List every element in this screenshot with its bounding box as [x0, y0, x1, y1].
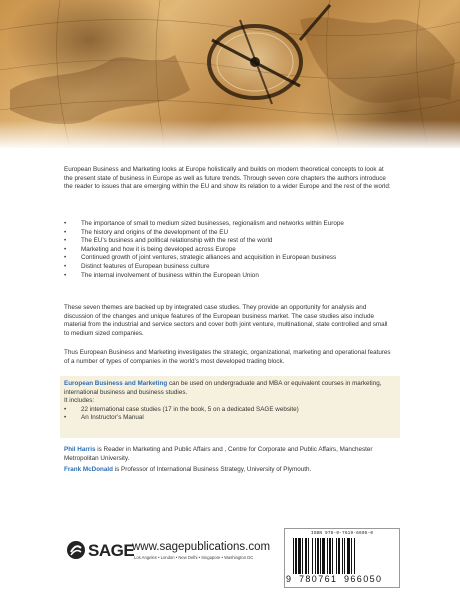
ean-right-group: 966050	[344, 574, 383, 584]
intro-paragraph: European Business and Marketing looks at Europe holistically and builds on modern theoretical concepts to look at the present state of business in Europe as well as future trends. Through seven core chapters the authors introduce the reader to issues that are emerging within the EU and show its relation to a wider Europe and the rest of the world:	[64, 166, 391, 191]
publisher-website: www.sagepublications.com	[132, 541, 271, 553]
barcode-bar	[315, 538, 316, 574]
barcode-bar	[344, 538, 345, 574]
author-name: Frank McDonald	[64, 466, 113, 474]
list-item: • The internal involvement of business within the European Union	[64, 272, 394, 281]
barcode-bar	[336, 538, 337, 574]
barcode-bar	[342, 538, 343, 574]
barcode-bar	[327, 538, 328, 574]
barcode-bar	[322, 538, 325, 574]
image-fade	[0, 120, 460, 148]
sage-emblem-icon	[66, 540, 86, 560]
list-item: • The history and origins of the development of the EU	[64, 229, 394, 238]
case-studies-paragraph: These seven themes are backed up by integrated case studies. They provide an opportunity for analysis and discussion of the changes and unique features of the European business market. The case studies also include material from the industrial and service sectors and cover both joint venture, multinational, state controlled and small to medium sized companies.	[64, 304, 388, 338]
cover-photo-map-sextant	[0, 0, 460, 148]
list-item: • The importance of small to medium sized businesses, regionalism and networks within Europe	[64, 220, 394, 229]
author-name: Phil Harris	[64, 446, 96, 453]
barcode-bar	[338, 538, 340, 574]
includes-label: It includes:	[64, 397, 95, 405]
audience-statement	[64, 380, 394, 397]
list-item: • Distinct features of European business culture	[64, 263, 394, 272]
author-bio-text: is Reader in Marketing and Public Affairs and , Centre for Corporate and Public Affairs, Manchester Metropolitan University.	[64, 446, 373, 462]
barcode-bars	[293, 538, 391, 574]
author-bio	[64, 466, 394, 475]
publisher-cities: Los Angeles • London • New Delhi • Singapore • Washington DC	[134, 555, 254, 560]
list-item: • The EU’s business and political relationship with the rest of the world	[64, 237, 394, 246]
includes-list	[64, 406, 394, 423]
audience-section	[64, 380, 394, 423]
barcode-bar	[354, 538, 355, 574]
ean-left-group: 780761	[299, 574, 338, 584]
list-item: • An Instructor’s Manual	[64, 414, 394, 423]
barcode-bar	[302, 538, 303, 574]
barcode-bar	[305, 538, 307, 574]
isbn-number: ISBN 978-0-7619-6605-0	[310, 531, 374, 536]
barcode-bar	[351, 538, 352, 574]
barcode-bar	[293, 538, 294, 574]
barcode-bar	[347, 538, 350, 574]
audience-text: can be used on undergraduate and MBA or equivalent courses in marketing, international business and business studies.	[64, 380, 382, 396]
barcode-bar	[312, 538, 313, 574]
isbn-barcode	[284, 528, 400, 588]
sage-logo	[66, 540, 135, 562]
list-item: • Marketing and how it is being developed across Europe	[64, 246, 394, 255]
book-title-highlight: European Business and Marketing	[64, 380, 168, 387]
authors-section	[64, 446, 394, 478]
barcode-bar	[332, 538, 333, 574]
barcode-bar	[295, 538, 297, 574]
list-item: • 22 international case studies (17 in the book, 5 on a dedicated SAGE website)	[64, 406, 394, 415]
author-bio-text: is Professor of International Business Strategy, University of Plymouth.	[112, 466, 312, 474]
summary-paragraph: Thus European Business and Marketing investigates the strategic, organizational, marketing and operational features of a number of types of companies in the world’s most developed trading block.	[64, 349, 391, 365]
barcode-bar	[320, 538, 321, 574]
barcode-bar	[308, 538, 309, 574]
themes-list	[64, 220, 394, 280]
sage-wordmark: SAGE	[88, 541, 135, 560]
list-item: • Continued growth of joint ventures, strategic alliances and acquisition in European business	[64, 254, 394, 263]
ean-first-digit: 9	[286, 574, 292, 584]
author-bio	[64, 446, 394, 463]
barcode-bar	[317, 538, 319, 574]
barcode-bar	[329, 538, 331, 574]
barcode-bar	[298, 538, 301, 574]
